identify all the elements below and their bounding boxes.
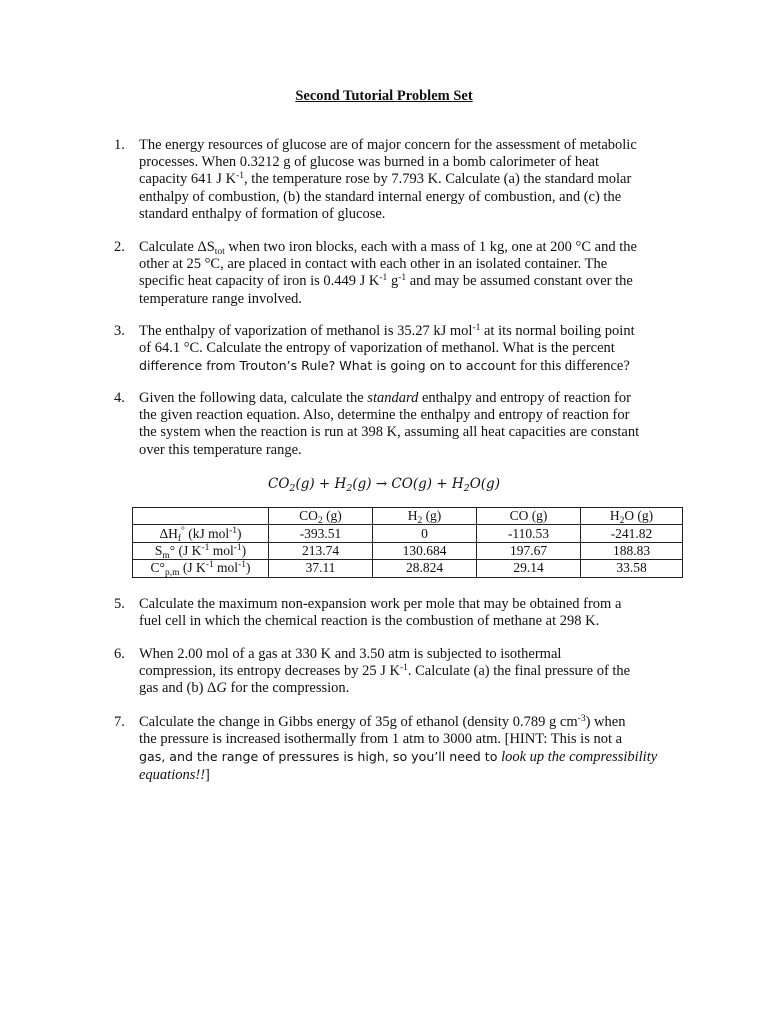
table-cell: 29.14	[477, 560, 581, 577]
problem-line: enthalpy of combustion, (b) the standard internal energy of combustion, and (c) the	[139, 188, 622, 205]
problem-line: standard enthalpy of formation of glucose.	[139, 205, 386, 222]
table-header-cell: $H_2O$ (g)	[581, 508, 683, 525]
table-cell: 33.58	[581, 560, 683, 577]
problem-1	[114, 137, 684, 223]
problem-line: over this temperature range.	[139, 441, 302, 458]
problem-line: the pressure is increased isothermally from 1 atm to 3000 atm. [HINT: This is not a	[139, 731, 623, 748]
table-cell: 37.11	[269, 560, 373, 577]
table-cell: 213.74	[269, 542, 373, 559]
problem-line: specific heat capacity of iron is 0.449 J $K^{-1}$ $g^{-1}$ and may be assumed constant over the	[139, 273, 633, 290]
problem-line: Given the following data, calculate the standard enthalpy and entropy of reaction for	[139, 390, 631, 406]
table-cell: -393.51	[269, 525, 373, 542]
problem-line: The enthalpy of vaporization of methanol is 35.27 kJ mol$^{-1}$ at its normal boiling point	[139, 323, 635, 339]
table-cell: 130.684	[373, 542, 477, 559]
problem-line: gas, and the range of pressures is high, so you’ll need to look up the compressibility	[139, 749, 658, 766]
row-label: $\Delta H_f^\circ$ (kJ mol$^{-1}$)	[133, 525, 269, 542]
problem-number: 5.	[114, 596, 125, 612]
problem-2	[114, 239, 684, 308]
reaction-equation: $CO_2(g) + H_2(g) \to CO(g) + H_2O(g)$	[268, 476, 500, 494]
problem-line: Calculate $\Delta S_{tot}$ when two iron blocks, each with a mass of 1 kg, one at 200 °C and the	[139, 239, 637, 257]
table-header-cell: $CO_2$ (g)	[269, 508, 373, 525]
problem-line: the system when the reaction is run at 398 K, assuming all heat capacities are constant	[139, 424, 640, 441]
problem-line: gas and (b) ΔG for the compression.	[139, 680, 350, 697]
problem-line: difference from Trouton’s Rule? What is going on to account for this difference?	[139, 358, 630, 375]
table-cell: 188.83	[581, 542, 683, 559]
problem-line: fuel cell in which the chemical reaction is the combustion of methane at 298 K.	[139, 613, 600, 630]
problem-number: 6.	[114, 646, 125, 662]
table-cell: 197.67	[477, 542, 581, 559]
table-row	[133, 542, 683, 559]
problem-line: compression, its entropy decreases by 25 J $K^{-1}$. Calculate (a) the final pressure of the	[139, 663, 631, 680]
row-label: $S_m^\circ$ (J $K^{-1}$ mol$^{-1}$)	[133, 542, 269, 559]
table-cell: -241.82	[581, 525, 683, 542]
problem-7	[114, 714, 684, 784]
problem-number: 2.	[114, 239, 125, 255]
problem-line: the given reaction equation. Also, determine the enthalpy and entropy of reaction for	[139, 407, 630, 424]
problem-line: When 2.00 mol of a gas at 330 K and 3.50 atm is subjected to isothermal	[139, 646, 562, 662]
problem-line: equations!!]	[139, 766, 210, 783]
table-cell: -110.53	[477, 525, 581, 542]
problem-6	[114, 646, 684, 698]
problem-line: The energy resources of glucose are of major concern for the assessment of metabolic	[139, 137, 637, 153]
problem-line: of 64.1 °C. Calculate the entropy of vaporization of methanol. What is the percent	[139, 340, 615, 357]
table-corner-cell	[133, 508, 269, 525]
problem-number: 7.	[114, 714, 125, 730]
problem-line: Calculate the change in Gibbs energy of 35g of ethanol (density 0.789 g $cm^{-3}$) when	[139, 714, 626, 730]
problem-number: 3.	[114, 323, 125, 339]
table-cell: 0	[373, 525, 477, 542]
problem-line: temperature range involved.	[139, 290, 303, 307]
table-row	[133, 560, 683, 577]
problem-4	[114, 390, 684, 459]
problem-line: other at 25 °C, are placed in contact with each other in an isolated container. The	[139, 256, 608, 273]
table-header-cell: $H_2$ (g)	[373, 508, 477, 525]
problem-number: 1.	[114, 137, 125, 153]
table-header-cell: CO (g)	[477, 508, 581, 525]
table-cell: 28.824	[373, 560, 477, 577]
page-title: Second Tutorial Problem Set	[295, 88, 473, 104]
problem-line: processes. When 0.3212 g of glucose was burned in a bomb calorimeter of heat	[139, 154, 599, 171]
table-row	[133, 525, 683, 542]
table-header-row	[133, 508, 683, 525]
thermo-data-table	[132, 507, 683, 578]
row-label: $C^\circ_{p,m}$ (J $K^{-1}$ mol$^{-1}$)	[133, 560, 269, 577]
problem-line: Calculate the maximum non-expansion work per mole that may be obtained from a	[139, 596, 622, 612]
problem-line: capacity 641 J $K^{-1}$, the temperature rose by 7.793 K. Calculate (a) the standard molar	[139, 171, 632, 188]
problem-3	[114, 323, 684, 376]
problem-5	[114, 596, 684, 630]
problem-number: 4.	[114, 390, 125, 406]
